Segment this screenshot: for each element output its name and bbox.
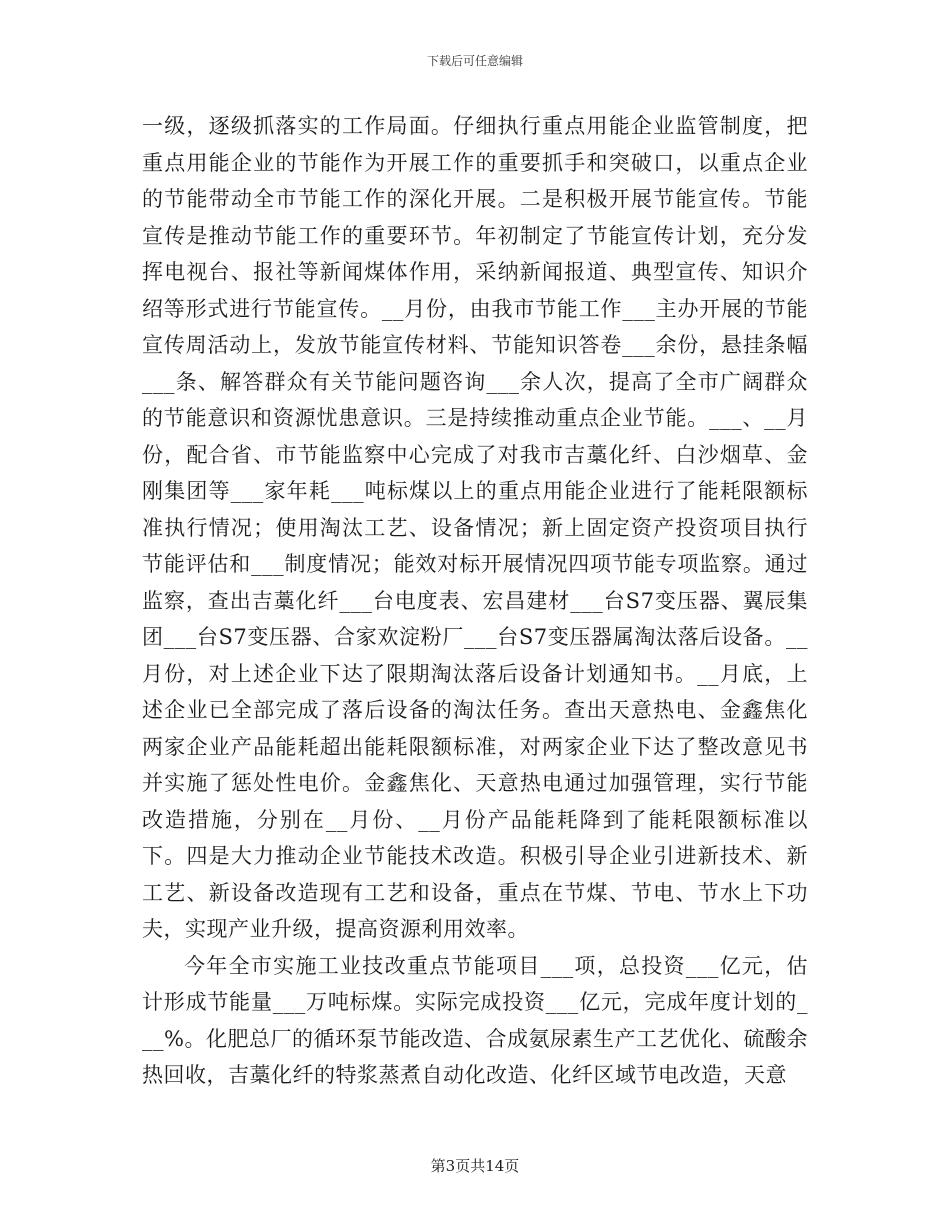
page-header: 下载后可任意编辑	[426, 54, 523, 68]
paragraph-energy-projects: 今年全市实施工业技改重点节能项目___项，总投资___亿元，估计形成节能量___万吨标煤。实际完成投资___亿元，完成年度计划的___%。化肥总厂的循环泵节能改造、合成氨尿素生产工艺优化、硫酸余热回收，吉藁化纤的特浆蒸煮自动化改造、化纤区域节电改造，天意	[142, 953, 808, 1087]
page-number: 第3页共14页	[430, 1157, 520, 1175]
document-body	[142, 108, 808, 1094]
paragraph-continuation: 一级，逐级抓落实的工作局面。仔细执行重点用能企业监管制度，把重点用能企业的节能作为开展工作的重要抓手和突破口，以重点企业的节能带动全市节能工作的深化开展。二是积极开展节能宣传。节能宣传是推动节能工作的重要环节。年初制定了节能宣传计划，充分发挥电视台、报社等新闻煤体作用，采纳新闻报道、典型宣传、知识介绍等形式进行节能宣传。__月份，由我市节能工作___主办开展的节能宣传周活动上，发放节能宣传材料、节能知识答卷___余份，悬挂条幅___条、解答群众有关节能问题咨询___余人次，提高了全市广阔群众的节能意识和资源忧患意识。三是持续推动重点企业节能。___、__月份，配合省、市节能监察中心完成了对我市吉藁化纤、白沙烟草、金刚集团等___家年耗___吨标煤以上的重点用能企业进行了能耗限额标准执行情况；使用淘汰工艺、设备情况；新上固定资产投资项目执行节能评估和___制度情况；能效对标开展情况四项节能专项监察。通过监察，查出吉藁化纤___台电度表、宏昌建材___台S7变压器、翼辰集团___台S7变压器、合家欢淀粉厂___台S7变压器属淘汰落后设备。__月份，对上述企业下达了限期淘汰落后设备计划通知书。__月底，上述企业已全部完成了落后设备的淘汰任务。查出天意热电、金鑫焦化两家企业产品能耗超出能耗限额标准，对两家企业下达了整改意见书并实施了惩处性电价。金鑫焦化、天意热电通过加强管理，实行节能改造措施，分别在__月份、__月份产品能耗降到了能耗限额标准以下。四是大力推动企业节能技术改造。积极引导企业引进新技术、新工艺、新设备改造现有工艺和设备，重点在节煤、节电、节水上下功夫，实现产业升级，提高资源利用效率。	[142, 114, 808, 941]
